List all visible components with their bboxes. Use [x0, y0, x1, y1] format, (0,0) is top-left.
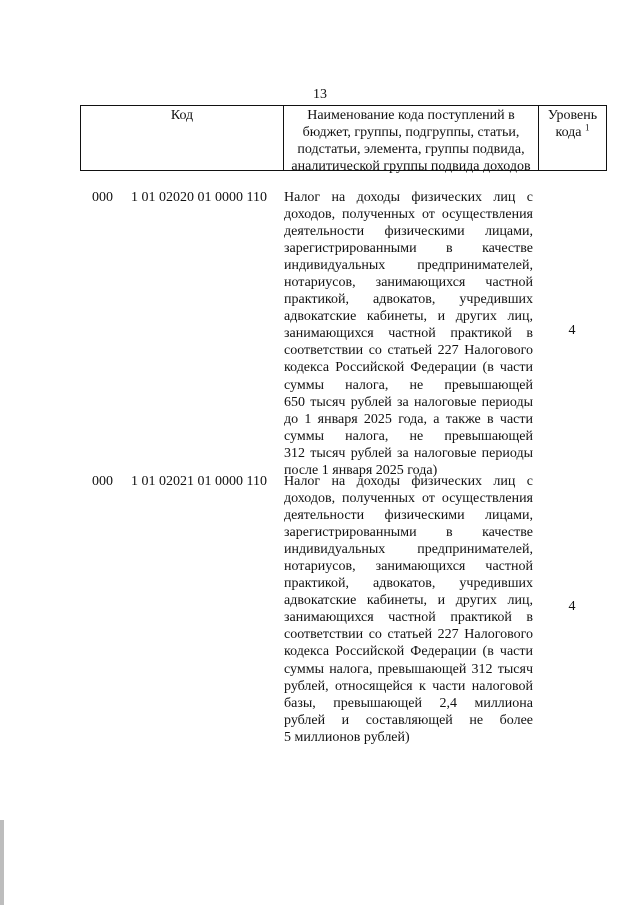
description-line: 650 тысяч рублей за налоговые периоды: [284, 394, 533, 410]
description-line: кодекса Российской Федерации (в части: [284, 360, 533, 376]
header-level-code: кода: [555, 125, 582, 140]
code-prefix: 000: [92, 474, 113, 489]
description-line: базы, превышающей 2,4 миллиона: [284, 695, 533, 711]
description-line: суммы налога, превышающей 312 тысяч: [284, 661, 533, 677]
description-line: доходов, полученных от осуществления: [284, 207, 533, 223]
description: [284, 473, 533, 746]
description-line: зарегистрированными в качестве: [284, 525, 533, 541]
description-line: Налог на доходы физических лиц с: [284, 474, 533, 489]
description-line: соответствии со статьей 227 Налогового: [284, 627, 533, 643]
description-line: суммы налога, не превышающей: [284, 428, 533, 444]
description-line: зарегистрированными в качестве: [284, 241, 533, 257]
description-line: доходов, полученных от осуществления: [284, 491, 533, 507]
description-line: занимающихся частной практикой в: [284, 610, 533, 626]
description-line: индивидуальных предпринимателей,: [284, 258, 533, 274]
description: [284, 189, 533, 479]
description-line: индивидуальных предпринимателей,: [284, 542, 533, 558]
code-level: 4: [568, 599, 576, 614]
description-line: после 1 января 2025 года): [284, 462, 438, 478]
footnote-marker: 1: [585, 122, 590, 133]
description-line: рублей и составляющей не более: [284, 712, 533, 728]
header-level-line: [539, 124, 606, 141]
description-line: нотариусов, занимающихся частной: [284, 275, 533, 291]
description-line: адвокатские кабинеты, и других лиц,: [284, 593, 533, 609]
description-line: практикой, адвокатов, учредивших: [284, 292, 533, 308]
header-name-line: подстатьи, элемента, группы подвида,: [297, 142, 525, 157]
header-name: [284, 106, 539, 174]
description-line: суммы налога, не превышающей: [284, 377, 533, 393]
description-line: до 1 января 2025 года, а также в части: [284, 411, 533, 427]
table-header: [80, 105, 607, 174]
header-code-label: Код: [170, 108, 194, 123]
header-name-line: Наименование кода поступлений в: [307, 108, 515, 123]
description-line: соответствии со статьей 227 Налогового: [284, 343, 533, 359]
description-line: нотариусов, занимающихся частной: [284, 559, 533, 575]
description-line: 5 миллионов рублей): [284, 729, 410, 745]
description-line: адвокатские кабинеты, и других лиц,: [284, 309, 533, 325]
header-code: [81, 106, 284, 170]
header-name-line: аналитической группы подвида доходов: [291, 159, 531, 174]
description-line: 312 тысяч рублей за налоговые периоды: [284, 445, 533, 461]
description-line: занимающихся частной практикой в: [284, 326, 533, 342]
scan-edge: [0, 820, 4, 905]
page-number: 13: [313, 87, 327, 102]
code-level: 4: [568, 323, 576, 338]
description-line: деятельности физическими лицами,: [284, 224, 533, 240]
revenue-code: 1 01 02021 01 0000 110: [131, 474, 267, 489]
code-prefix: 000: [92, 190, 113, 205]
header-name-line: бюджет, группы, подгруппы, статьи,: [302, 125, 520, 140]
description-line: деятельности физическими лицами,: [284, 508, 533, 524]
description-line: кодекса Российской Федерации (в части: [284, 644, 533, 660]
header-level-line: Уровень: [547, 108, 598, 123]
description-line: Налог на доходы физических лиц с: [284, 190, 533, 205]
revenue-code: 1 01 02020 01 0000 110: [131, 190, 267, 205]
header-level: [539, 106, 606, 170]
description-line: практикой, адвокатов, учредивших: [284, 576, 533, 592]
description-line: рублей, относящейся к части налоговой: [284, 678, 533, 694]
